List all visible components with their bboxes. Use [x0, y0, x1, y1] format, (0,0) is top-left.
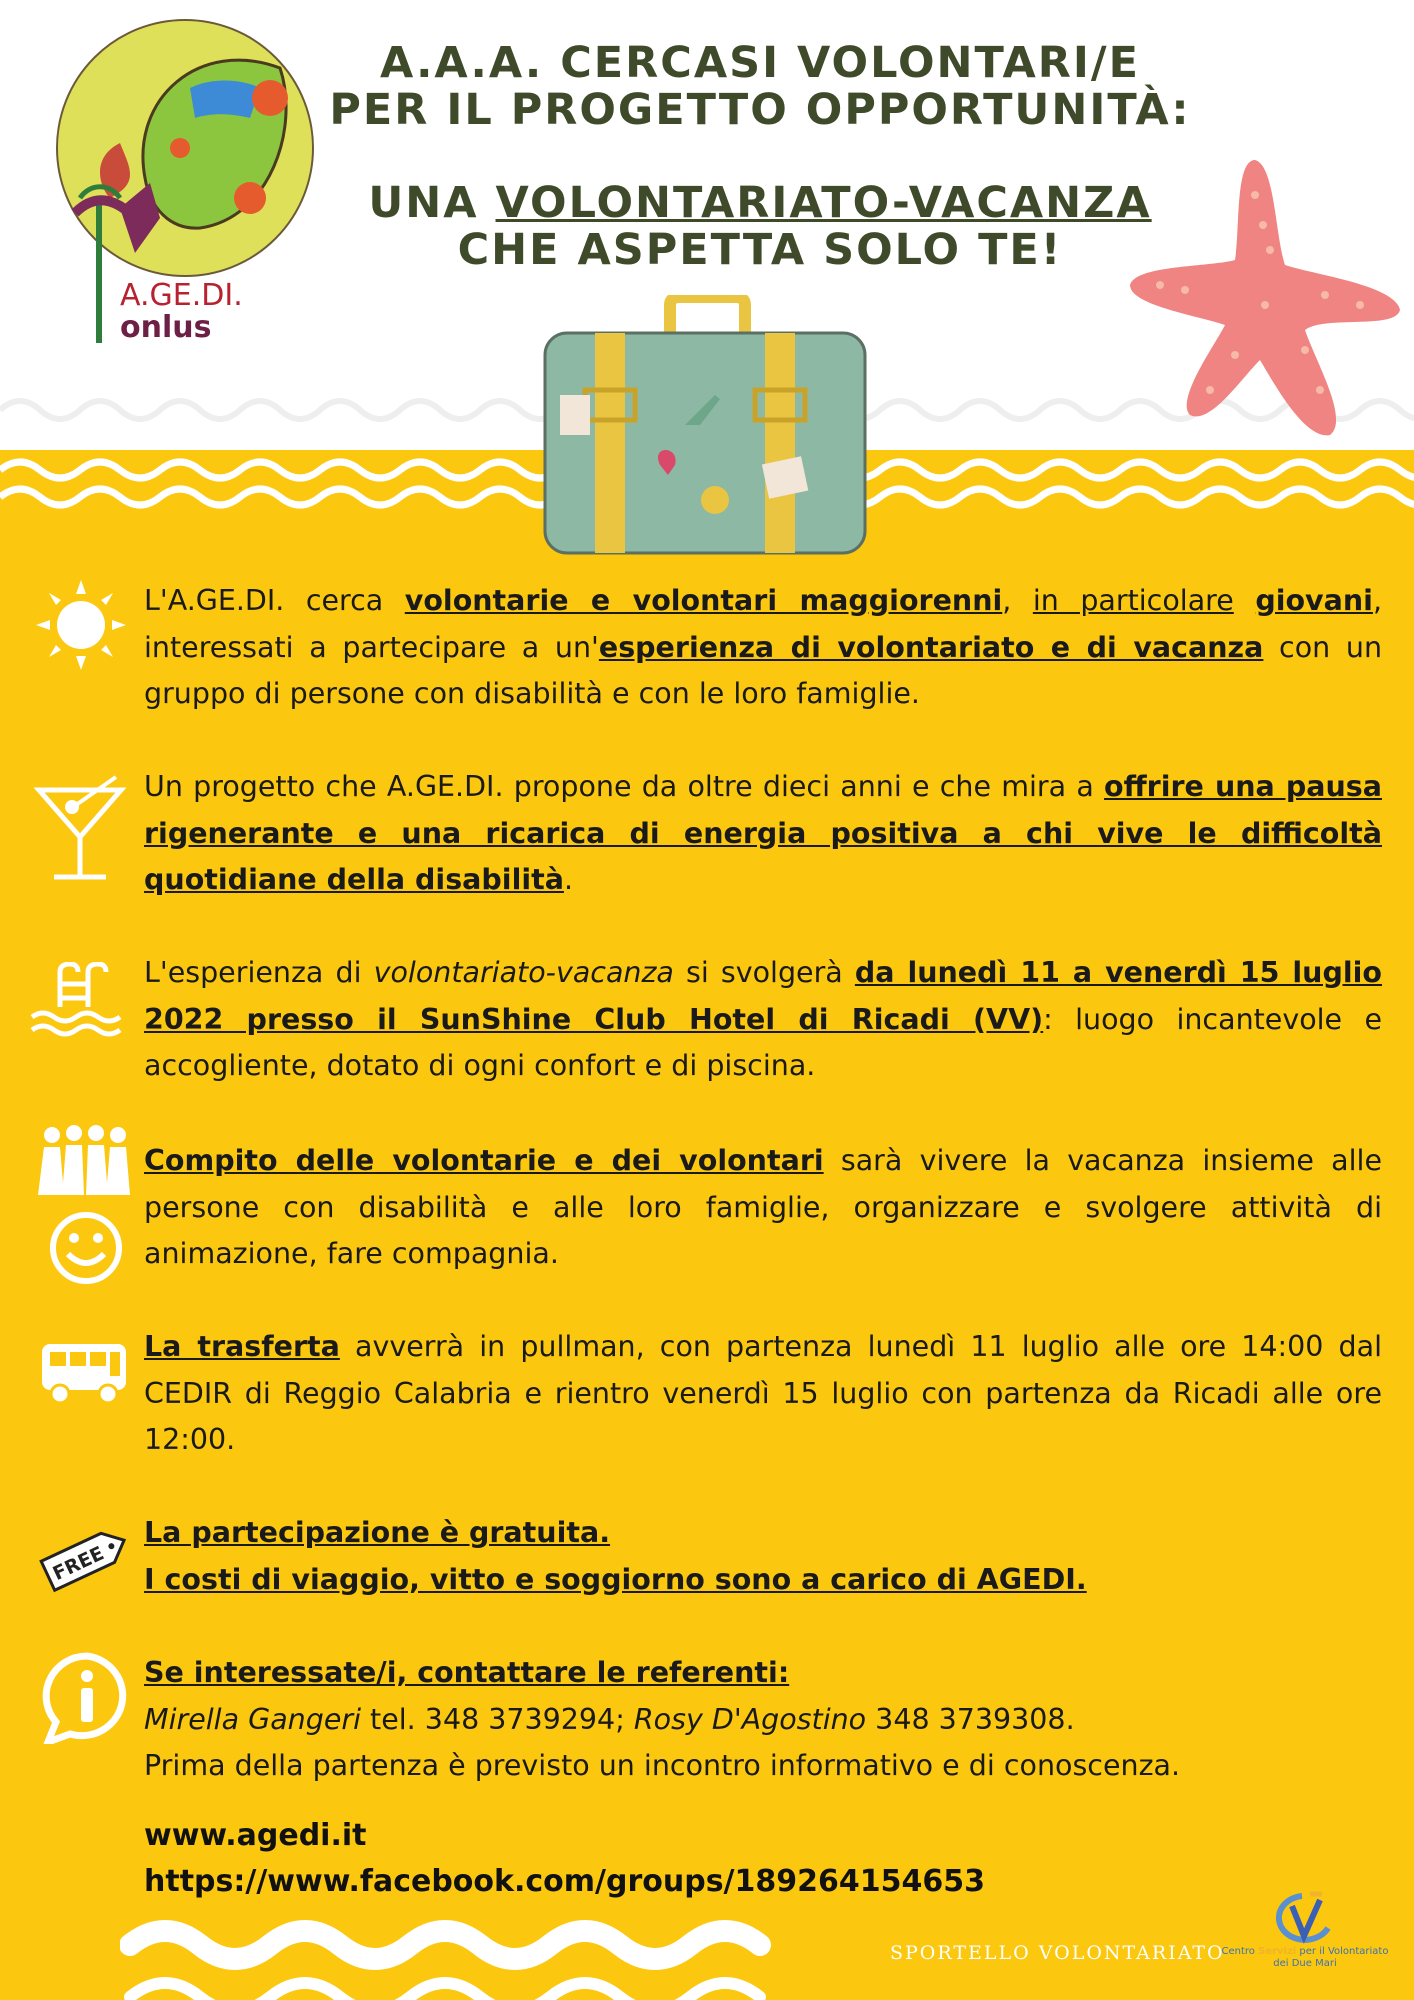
starfish-icon — [1125, 155, 1405, 445]
logo-text — [120, 280, 243, 344]
p1-highlight-adults: volontarie e volontari maggiorenni — [404, 584, 1003, 617]
title-line3-pre: UNA — [368, 178, 496, 228]
free-tag-icon — [38, 1520, 134, 1596]
paragraph-contacts — [144, 1650, 1382, 1790]
p5-text: avverrà in pullman, con partenza lunedì 11 luglio alle ore 14:00 dal CEDIR di Reggio Calabria e rientro venerdì 15 luglio con partenza da Ricadi alle ore 12:00. — [144, 1330, 1382, 1456]
website-link[interactable]: www.agedi.it — [144, 1818, 367, 1853]
p1-space — [1234, 584, 1256, 617]
p3-text2: si svolgerà — [673, 956, 855, 989]
facebook-link[interactable]: https://www.facebook.com/groups/189264154653 — [144, 1864, 985, 1899]
p2-text: Un progetto che A.GE.DI. propone da oltre dieci anni e che mira a — [144, 770, 1105, 803]
p3-italic: volontariato-vacanza — [373, 956, 674, 989]
paragraph-project — [144, 764, 1382, 904]
sun-icon — [36, 580, 126, 670]
p3-text: L'esperienza di — [144, 956, 374, 989]
p4-highlight: Compito delle volontarie e dei volontari — [144, 1144, 824, 1177]
paragraph-search-volunteers — [144, 578, 1382, 718]
contact-name-2: Rosy D'Agostino — [633, 1702, 867, 1736]
smiley-icon — [46, 1210, 126, 1286]
pool-icon — [30, 962, 126, 1042]
p1-highlight-young: giovani — [1255, 584, 1373, 617]
p4-text: sarà vivere la vacanza insieme alle persone con disabilità e alle loro famiglie, organizzare e svolgere attività di animazione, fare compagnia. — [144, 1144, 1382, 1270]
csv-text-b: Servizi — [1258, 1946, 1297, 1957]
contact-name-1: Mirella Gangeri — [144, 1702, 361, 1736]
logo-line2: onlus — [120, 310, 212, 345]
csv-logo-icon — [1262, 1888, 1342, 1948]
footer-wave-decoration — [120, 1905, 800, 2000]
csv-text-c: per il Volontariato — [1296, 1946, 1389, 1957]
title-line3-underlined: VOLONTARIATO-VACANZA — [495, 178, 1152, 228]
logo-line1: A.GE.DI. — [120, 278, 243, 313]
p1-in-particolare: in particolare — [1032, 584, 1234, 617]
bus-icon — [40, 1340, 130, 1406]
csv-text-line2: dei Due Mari — [1273, 1958, 1337, 1969]
p1-text: L'A.GE.DI. cerca — [144, 584, 405, 617]
p1-text2: , interessati a partecipare a un' — [144, 584, 1382, 664]
p6-line1: La partecipazione è gratuita. — [144, 1516, 611, 1549]
paragraph-transfer — [144, 1324, 1382, 1464]
title-line2: PER IL PROGETTO OPPORTUNITÀ: — [329, 85, 1191, 135]
suitcase-icon — [540, 295, 875, 560]
contact-phone-2: 348 3739308. — [866, 1702, 1075, 1736]
title-line1: A.A.A. CERCASI VOLONTARI/E — [380, 38, 1140, 88]
p6-line2: I costi di viaggio, vitto e soggiorno sono a carico di AGEDI. — [144, 1562, 1087, 1596]
page-subtitle — [300, 180, 1220, 274]
p3-text3: : luogo incantevole e accogliente, dotato di ogni confort e di piscina. — [144, 1002, 1382, 1082]
p2-highlight: offrire una pausa rigenerante e una ricarica di energia positiva a chi vive le difficoltà quotidiane della disabilità — [144, 770, 1382, 896]
p1-text3: con un gruppo di persone con disabilità e con le loro famiglie. — [144, 630, 1383, 710]
p1-sep: , — [1002, 584, 1033, 617]
p2-end: . — [563, 863, 574, 896]
p7-heading: Se interessate/i, contattare le referenti: — [144, 1656, 790, 1689]
sportello-label: SPORTELLO VOLONTARIATO — [890, 1942, 1225, 1964]
info-icon — [40, 1652, 134, 1744]
csv-text-a: Centro — [1221, 1946, 1259, 1957]
paragraph-tasks — [144, 1138, 1382, 1278]
page-title — [300, 40, 1220, 134]
p7-meeting-note: Prima della partenza è previsto un incontro informativo e di conoscenza. — [144, 1749, 1181, 1782]
free-tag-text: FREE — [49, 1542, 108, 1585]
cocktail-icon — [34, 775, 126, 885]
p3-highlight-dates: da lunedì 11 a venerdì 15 luglio 2022 presso il SunShine Club Hotel di Ricadi (VV) — [144, 956, 1382, 1036]
group-icon — [34, 1125, 134, 1197]
csv-label — [1210, 1946, 1400, 1970]
paragraph-free — [144, 1510, 1382, 1603]
title-line4: CHE ASPETTA SOLO TE! — [457, 225, 1063, 275]
p1-highlight-experience: esperienza di volontariato e di vacanza — [598, 630, 1264, 664]
p5-highlight: La trasferta — [144, 1330, 340, 1363]
title-line3 — [300, 180, 1220, 227]
contact-phone-1: tel. 348 3739294; — [361, 1702, 634, 1736]
paragraph-dates — [144, 950, 1382, 1090]
